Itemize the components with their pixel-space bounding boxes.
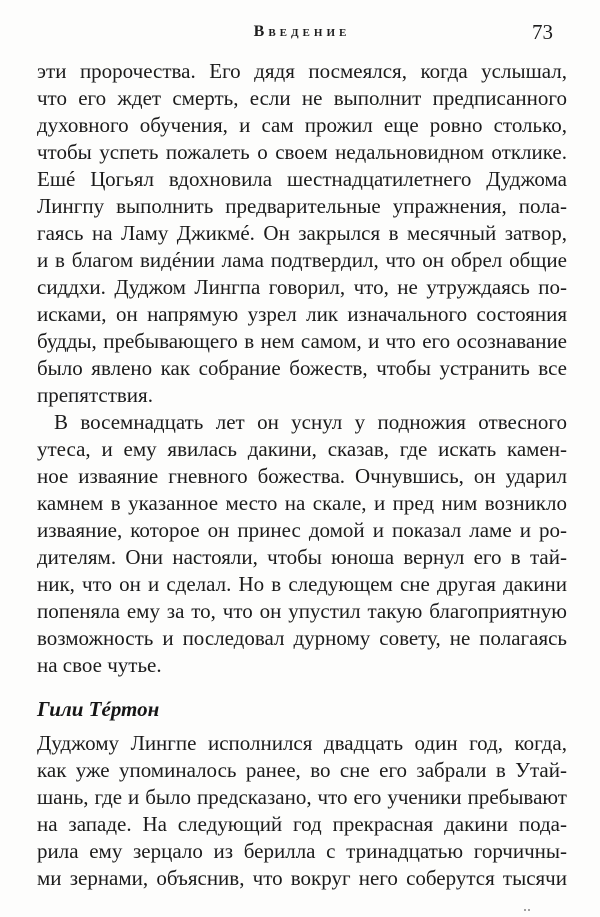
text-line: на западе. На следующий год прекрасная дакини пода- [37,812,567,836]
text-line: исками, он напрямую узрел лик изначального состояния [37,302,567,326]
scan-artifact [524,909,534,912]
text-line: духовного обучения, и сам прожил еще ровно столько, [37,113,567,137]
text-line: и в благом видéнии лама подтвердил, что он обрел общие [37,248,567,272]
paragraph-continuation [37,58,567,409]
text-line: возможность и последовал дурному совету, не полагаясь [37,626,567,650]
text-line: чтобы успеть пожалеть о своем недальновидном отклике. [37,140,567,164]
text-line: ное изваяние гневного божества. Очнувшись, он ударил [37,464,567,488]
text-line: гаясь на Ламу Джикмé. Он закрылся в месячный затвор, [37,221,567,245]
running-header [37,20,567,46]
text-line: Дуджому Лингпе исполнился двадцать один год, когда, [37,731,567,755]
text-line: сиддхи. Дуджом Лингпа говорил, что, не утруждаясь по- [37,275,567,299]
text-line: ник, что он и сделал. Но в следующем сне другая дакини [37,572,567,596]
text-line: изваяние, которое он принес домой и показал ламе и ро- [37,518,567,542]
page-text [37,58,567,892]
text-line: Ешé Цогьял вдохновила шестнадцатилетнего Дуджома [37,167,567,191]
text-line: камнем в указанное место на скале, и пред ним возникло [37,491,567,515]
text-line: попеняла ему за то, что он упустил такую благоприятную [37,599,567,623]
text-line: будды, пребывающего в нем самом, и что его осознавание [37,329,567,353]
text-line: ми зернами, объяснив, что вокруг него соберутся тысячи [37,866,567,890]
text-line: на свое чутье. [37,653,162,677]
text-line: шань, где и было предсказано, что его ученики пребывают [37,785,567,809]
paragraph [37,730,567,892]
running-header-title: Введение [253,23,351,40]
paragraph [37,409,567,679]
text-line: что его ждет смерть, если не выполнит предписанного [37,86,567,110]
section-heading: Гили Тéртон [37,697,160,721]
text-line: рила ему зерцало из берилла с тринадцатью горчичны- [37,839,567,863]
text-line: Лингпу выполнить предварительные упражнения, пола- [37,194,567,218]
text-line: как уже упоминалось ранее, во сне его забрали в Утай- [37,758,567,782]
text-line: было явлено как собрание божеств, чтобы устранить все [37,356,567,380]
text-line: В восемнадцать лет он уснул у подножия отвесного [54,410,567,434]
text-line: дителям. Они настояли, чтобы юноша вернул его в тай- [37,545,567,569]
text-line: утеса, и ему явилась дакини, сказав, где искать камен- [37,437,567,461]
page-number: 73 [532,20,553,44]
text-line: эти пророчества. Его дядя посмеялся, когда услышал, [37,59,567,83]
text-line: препятствия. [37,383,153,407]
